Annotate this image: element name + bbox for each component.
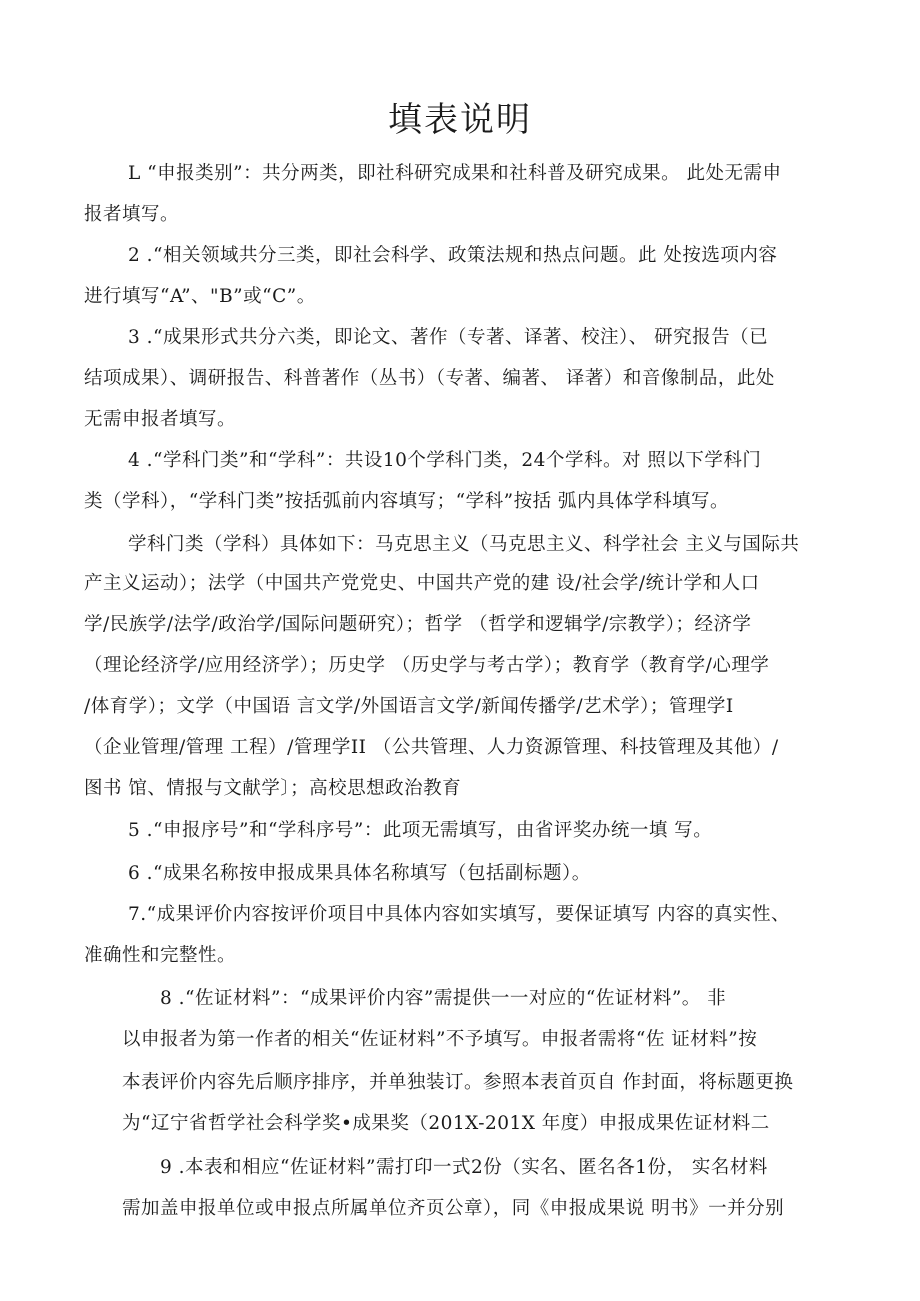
paragraph-line: L “申报类别”：共分两类，即社科研究成果和社科普及研究成果。 此处无需申 [128,163,782,184]
paragraph-line: 2 .“相关领域共分三类，即社会科学、政策法规和热点问题。此 处按选项内容 [128,245,778,266]
paragraph-line: 3 .“成果形式共分六类，即论文、著作（专著、译著、校注）、 研究报告（已 [128,327,769,348]
paragraph-line: 需加盖申报单位或申报点所属单位齐页公章），同《申报成果说 明书》一并分别 [122,1198,785,1219]
page-title: 填表说明 [388,100,532,140]
paragraph-line: 5 .“申报序号”和“学科序号”：此项无需填写，由省评奖办统一填 写。 [128,820,713,841]
paragraph-line: 8 .“佐证材料”：“成果评价内容”需提供一一对应的“佐证材料”。 非 [160,988,727,1009]
paragraph-line: 为“辽宁省哲学社会科学奖•成果奖（201X-201X 年度）申报成果佐证材料二 [122,1113,770,1134]
paragraph-line: 以申报者为第一作者的相关“佐证材料”不予填写。申报者需将“佐 证材料”按 [122,1029,758,1050]
paragraph-line: 7.“成果评价内容按评价项目中具体内容如实填写，要保证填写 内容的真实性、 [128,904,790,925]
paragraph-line: 9 .本表和相应“佐证材料”需打印一式2份（实名、匿名各1份， 实名材料 [160,1157,768,1178]
paragraph-line: 4 .“学科门类”和“学科”：共设10个学科门类，24个学科。对 照以下学科门 [128,450,762,471]
paragraph-line: 本表评价内容先后顺序排序，并单独装订。参照本表首页自 作封面，将标题更换 [122,1072,794,1093]
paragraph-line: /体育学）；文学（中国语 言文学/外国语言文学/新闻传播学/艺术学）；管理学I [84,696,734,717]
paragraph-line: 进行填写“A”、"B”或“C”。 [84,286,316,307]
paragraph-line: 报者填写。 [84,204,180,225]
paragraph-line: 类（学科），“学科门类”按括弧前内容填写；“学科”按括 弧内具体学科填写。 [84,491,729,512]
paragraph-line: （理论经济学/应用经济学）；历史学 （历史学与考古学）；教育学（教育学/心理学 [84,655,770,676]
paragraph-line: 学科门类（学科）具体如下：马克思主义（马克思主义、科学社会 主义与国际共 [128,534,800,555]
paragraph-line: 产主义运动）；法学（中国共产党党史、中国共产党的建 设/社会学/统计学和人口 [84,573,760,594]
paragraph-line: 6 .“成果名称按申报成果具体名称填写（包括副标题）。 [128,863,591,884]
paragraph-line: （企业管理/管理 工程）/管理学II （公共管理、人力资源管理、科技管理及其他）/ [84,737,779,758]
paragraph-line: 准确性和完整性。 [84,945,237,966]
paragraph-line: 学/民族学/法学/政治学/国际问题研究）；哲学 （哲学和逻辑学/宗教学）；经济学 [84,614,752,635]
paragraph-line: 结项成果）、调研报告、科普著作（丛书）（专著、编著、 译著）和音像制品，此处 [84,368,775,389]
paragraph-line: 无需申报者填写。 [84,409,237,430]
paragraph-line: 图书 馆、情报与文献学〕；高校思想政治教育 [84,778,462,799]
